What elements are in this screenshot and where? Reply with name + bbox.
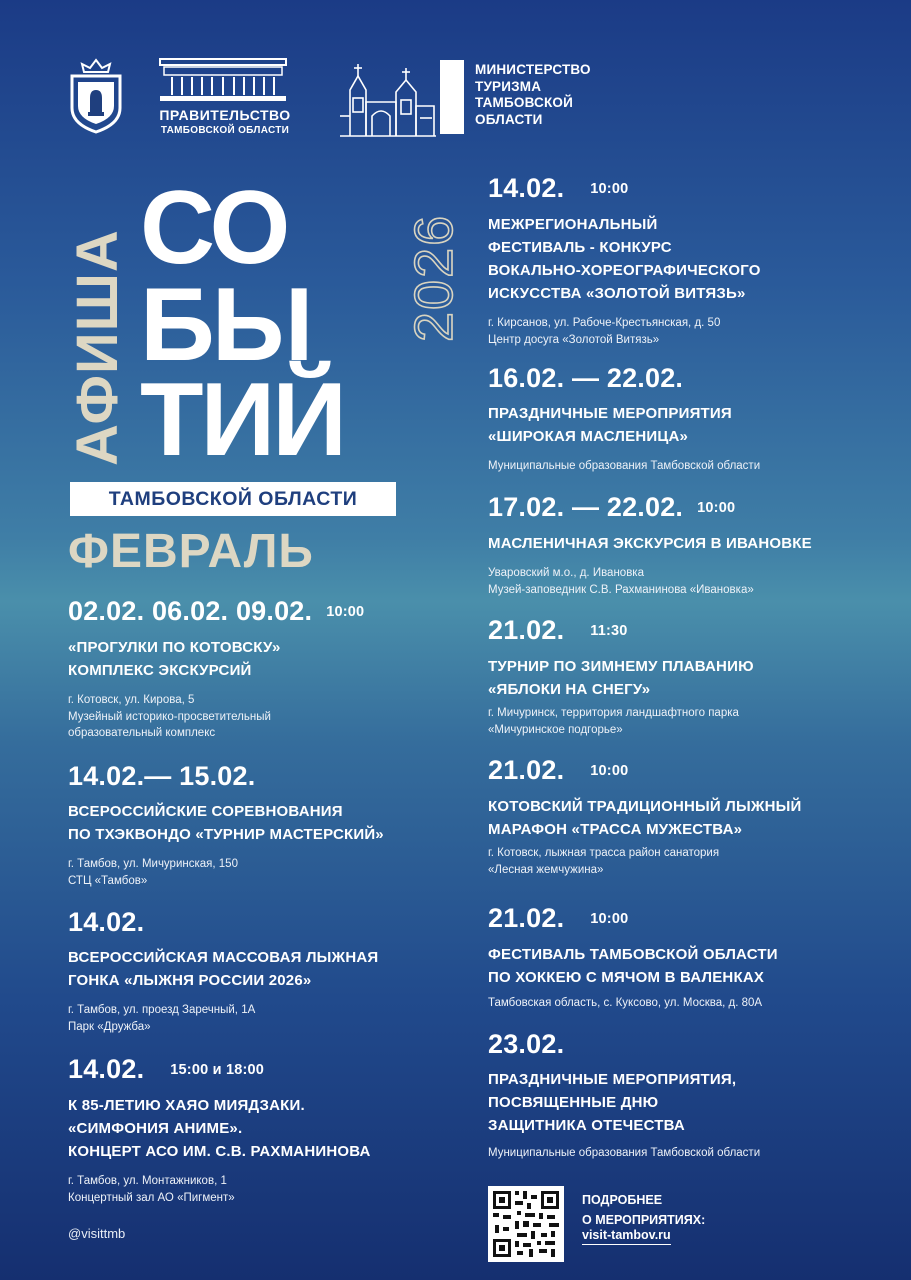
social-handle[interactable]: @visittmb <box>68 1226 126 1241</box>
tambov-coat-of-arms-icon <box>66 56 126 134</box>
event-title: МЕЖРЕГИОНАЛЬНЫЙ ФЕСТИВАЛЬ - КОНКУРС ВОКАЛЬНО-ХОРЕОГРАФИЧЕСКОГО ИСКУССТВА «ЗОЛОТОЙ ВИТЯЗЬ» <box>488 216 761 302</box>
event-time: 11:30 <box>590 623 628 639</box>
ministry-label-line: ТАМБОВСКОЙ <box>475 95 574 110</box>
event-title: ТУРНИР ПО ЗИМНЕМУ ПЛАВАНИЮ «ЯБЛОКИ НА СНЕГУ» <box>488 658 754 698</box>
ministry-logo-bar <box>440 60 464 134</box>
event-title: КОТОВСКИЙ ТРАДИЦИОННЫЙ ЛЫЖНЫЙ МАРАФОН «ТРАССА МУЖЕСТВА» <box>488 798 802 838</box>
event-date: 21.02. 11:30 <box>488 615 628 645</box>
event-address: г. Мичуринск, территория ландшафтного парка «Мичуринское подгорье» <box>488 707 739 736</box>
ministry-church-sketch-icon <box>336 56 438 138</box>
ministry-label-line: ОБЛАСТИ <box>475 111 543 127</box>
event-address: г. Тамбов, ул. проезд Заречный, 1А Парк «Дружба» <box>68 1004 256 1033</box>
event-address: Муниципальные образования Тамбовской области <box>488 460 761 472</box>
event-time: 10:00 <box>590 763 629 779</box>
more-info-label: ПОДРОБНЕЕ О МЕРОПРИЯТИЯХ: <box>582 1193 706 1227</box>
ministry-label-line: МИНИСТЕРСТВО <box>475 62 591 77</box>
event-card <box>488 491 888 598</box>
event-date: 23.02. <box>488 1029 565 1059</box>
event-address: г. Котовск, лыжная трасса район санатория «Лесная жемчужина» <box>488 847 720 876</box>
event-title: ВСЕРОССИЙСКИЕ СОРЕВНОВАНИЯ ПО ТХЭКВОНДО «ТУРНИР МАСТЕРСКИЙ» <box>68 803 384 843</box>
event-title: ПРАЗДНИЧНЫЕ МЕРОПРИЯТИЯ «ШИРОКАЯ МАСЛЕНИЦА» <box>488 405 732 445</box>
event-title: К 85-ЛЕТИЮ ХАЯО МИЯДЗАКИ. «СИМФОНИЯ АНИМЕ». КОНЦЕРТ АСО ИМ. С.В. РАХМАНИНОВА <box>68 1097 371 1160</box>
year-vertical: 2026 <box>404 213 464 342</box>
event-time: 15:00 и 18:00 <box>170 1062 265 1078</box>
event-address: г. Кирсанов, ул. Рабоче-Крестьянская, д. 50 Центр досуга «Золотой Витязь» <box>488 317 721 346</box>
event-card <box>488 1028 888 1162</box>
title-sobytiy-line2: БЫ <box>140 267 311 383</box>
website-link[interactable]: visit-tambov.ru <box>582 1228 671 1245</box>
event-title: МАСЛЕНИЧНАЯ ЭКСКУРСИЯ В ИВАНОВКЕ <box>488 535 812 552</box>
event-date: 02.02. 06.02. 09.02. 10:00 <box>68 596 365 626</box>
event-date: 14.02. 10:00 <box>488 173 629 203</box>
event-date: 16.02. — 22.02. <box>488 363 684 393</box>
event-time: 10:00 <box>326 604 365 620</box>
month-title: ФЕВРАЛЬ <box>68 525 314 578</box>
event-card <box>68 906 468 1035</box>
title-sobytiy-line3: ТИЙ <box>140 362 345 478</box>
event-card <box>68 1053 468 1206</box>
event-address: г. Тамбов, ул. Монтажников, 1 Концертный зал АО «Пигмент» <box>68 1175 235 1204</box>
government-label-line1: ПРАВИТЕЛЬСТВО <box>159 107 291 123</box>
event-date: 17.02. — 22.02. 10:00 <box>488 492 736 522</box>
event-card <box>68 760 468 889</box>
event-address: г. Тамбов, ул. Мичуринская, 150 СТЦ «Тамбов» <box>68 858 238 887</box>
government-building-icon <box>158 57 288 103</box>
event-date: 14.02. 15:00 и 18:00 <box>68 1054 265 1084</box>
event-card <box>488 902 888 1012</box>
event-card <box>488 172 888 348</box>
afisha-vertical-title: АФИША <box>65 229 130 466</box>
qr-code-icon[interactable] <box>488 1186 564 1262</box>
event-card <box>488 754 888 878</box>
event-date: 14.02.— 15.02. <box>68 761 256 791</box>
event-card <box>488 614 888 738</box>
event-address: Уваровский м.о., д. Ивановка Музей-заповедник С.В. Рахманинова «Ивановка» <box>488 567 754 596</box>
ministry-label <box>475 62 635 128</box>
event-date: 14.02. <box>68 907 145 937</box>
event-time: 10:00 <box>590 911 629 927</box>
event-title: ПРАЗДНИЧНЫЕ МЕРОПРИЯТИЯ, ПОСВЯЩЕННЫЕ ДНЮ ЗАЩИТНИКА ОТЕЧЕСТВА <box>488 1071 737 1134</box>
event-title: «ПРОГУЛКИ ПО КОТОВСКУ» КОМПЛЕКС ЭКСКУРСИЙ <box>68 639 281 679</box>
event-address: Тамбовская область, с. Куксово, ул. Москва, д. 80А <box>488 997 763 1009</box>
event-title: ФЕСТИВАЛЬ ТАМБОВСКОЙ ОБЛАСТИ ПО ХОККЕЮ С МЯЧОМ В ВАЛЕНКАХ <box>488 946 778 986</box>
event-address: г. Котовск, ул. Кирова, 5 Музейный историко-просветительный образовательный комплекс <box>68 694 271 739</box>
event-date: 21.02. 10:00 <box>488 755 629 785</box>
government-label-line2: ТАМБОВСКОЙ ОБЛАСТИ <box>160 125 290 136</box>
event-time: 10:00 <box>590 181 629 197</box>
government-label <box>150 107 300 136</box>
event-card <box>488 362 888 475</box>
event-time: 10:00 <box>697 500 736 516</box>
event-title: ВСЕРОССИЙСКАЯ МАССОВАЯ ЛЫЖНАЯ ГОНКА «ЛЫЖНЯ РОССИИ 2026» <box>68 949 379 989</box>
title-sobytiy-line1: СО <box>140 170 288 286</box>
event-date: 21.02. 10:00 <box>488 903 629 933</box>
region-banner: ТАМБОВСКОЙ ОБЛАСТИ <box>70 482 396 516</box>
ministry-label-line: ТУРИЗМА <box>475 78 542 94</box>
event-address: Муниципальные образования Тамбовской области <box>488 1147 761 1159</box>
event-card <box>68 595 468 742</box>
